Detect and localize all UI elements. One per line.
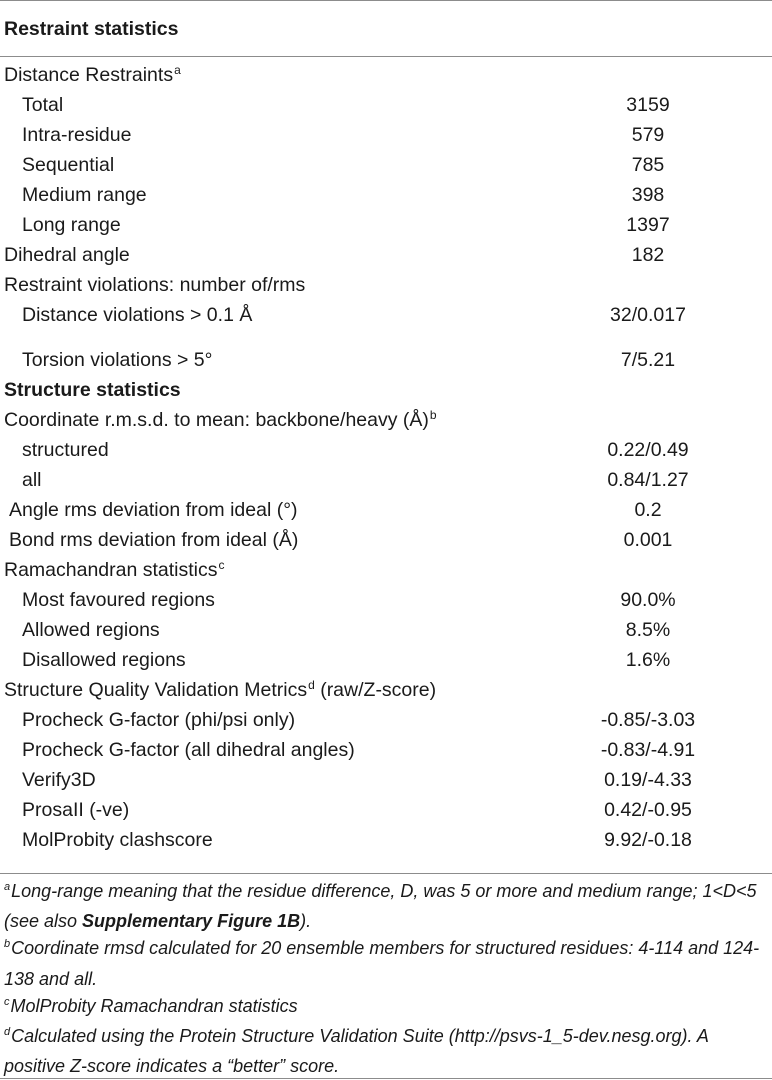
row-value: 579 bbox=[631, 124, 665, 146]
row-label: Structure Quality Validation Metrics$^d$ (raw/Z-score) bbox=[4, 678, 437, 701]
row-label: Angle rms deviation from ideal (°) bbox=[9, 499, 298, 521]
row-label: all bbox=[22, 469, 42, 491]
row-label: structured bbox=[22, 439, 109, 461]
table-row bbox=[0, 178, 772, 208]
row-label: Distance Restraints$^a$ bbox=[4, 63, 181, 86]
table-header-title: Restraint statistics bbox=[4, 18, 179, 40]
footnote: $^b$Coordinate rmsd calculated for 20 ensemble members for structured residues: 4-114 and 124-138 and all. bbox=[4, 938, 760, 989]
row-label: Bond rms deviation from ideal (Å) bbox=[9, 529, 299, 551]
row-value: -0.83/-4.91 bbox=[600, 739, 696, 761]
row-value: 0.22/0.49 bbox=[607, 439, 689, 461]
table-row bbox=[0, 433, 772, 463]
footnote: $^a$Long-range meaning that the residue difference, D, was 5 or more and medium range; 1<D<5 (see also Supplementary Figure 1B). bbox=[4, 881, 757, 932]
row-label: Total bbox=[22, 94, 64, 116]
footnote-marker: d bbox=[308, 678, 315, 692]
row-label: Medium range bbox=[22, 184, 147, 206]
table-row bbox=[0, 58, 772, 88]
table-footnotes bbox=[0, 878, 772, 1080]
table-header bbox=[0, 0, 772, 57]
row-label: Allowed regions bbox=[22, 619, 160, 641]
table-row bbox=[0, 733, 772, 763]
row-value: 398 bbox=[631, 184, 665, 206]
row-value: 0.42/-0.95 bbox=[604, 799, 692, 821]
row-label: Disallowed regions bbox=[22, 649, 186, 671]
row-label: Procheck G-factor (all dihedral angles) bbox=[22, 739, 355, 761]
row-label: Torsion violations > 5° bbox=[22, 349, 213, 371]
table-row bbox=[0, 523, 772, 553]
table-row bbox=[0, 298, 772, 343]
footnote-marker: b bbox=[429, 408, 437, 422]
row-value: 0.001 bbox=[623, 529, 673, 551]
table-row bbox=[0, 88, 772, 118]
table-row bbox=[0, 208, 772, 238]
footnote-marker: c bbox=[218, 558, 225, 572]
row-value: 785 bbox=[631, 154, 665, 176]
row-label: Procheck G-factor (phi/psi only) bbox=[22, 709, 296, 731]
row-label: Verify3D bbox=[22, 769, 96, 791]
row-label: Long range bbox=[22, 214, 121, 236]
row-label: Restraint violations: number of/rms bbox=[4, 274, 306, 296]
row-value: 32/0.017 bbox=[610, 304, 686, 326]
table-row bbox=[0, 238, 772, 268]
table-body bbox=[0, 58, 772, 853]
row-label: Coordinate r.m.s.d. to mean: backbone/heavy (Å)$^b$ bbox=[4, 408, 437, 431]
footnote-marker: a bbox=[174, 63, 181, 77]
footnote: $^d$Calculated using the Protein Structure Validation Suite (http://psvs-1_5-dev.nesg.org). A positive Z-score indicates a “better” score. bbox=[4, 1026, 709, 1077]
table-row bbox=[0, 148, 772, 178]
table-row bbox=[0, 823, 772, 853]
table-row bbox=[0, 583, 772, 613]
row-label: Ramachandran statistics$^c$ bbox=[4, 558, 225, 581]
table-row bbox=[0, 553, 772, 583]
row-label: Structure statistics bbox=[4, 379, 181, 401]
row-value: 9.92/-0.18 bbox=[604, 829, 692, 851]
table-row bbox=[0, 793, 772, 823]
row-value: 90.0% bbox=[620, 589, 676, 611]
table-row bbox=[0, 763, 772, 793]
table-row bbox=[0, 268, 772, 298]
table-row bbox=[0, 703, 772, 733]
table-row bbox=[0, 463, 772, 493]
row-value: 7/5.21 bbox=[620, 349, 676, 371]
row-value: 0.84/1.27 bbox=[607, 469, 689, 491]
row-value: 1.6% bbox=[625, 649, 671, 671]
table-row bbox=[0, 343, 772, 373]
row-value: 8.5% bbox=[625, 619, 671, 641]
row-value: 182 bbox=[631, 244, 665, 266]
row-value: 0.19/-4.33 bbox=[604, 769, 692, 791]
table-row bbox=[0, 373, 772, 403]
row-label: Intra-residue bbox=[22, 124, 132, 146]
row-value: 0.2 bbox=[634, 499, 662, 521]
row-label: Distance violations > 0.1 Å bbox=[22, 304, 253, 326]
table-row bbox=[0, 643, 772, 673]
row-value: 3159 bbox=[626, 94, 670, 116]
row-value: 1397 bbox=[626, 214, 670, 236]
table-row bbox=[0, 493, 772, 523]
row-label: Sequential bbox=[22, 154, 115, 176]
table-row bbox=[0, 403, 772, 433]
table-row bbox=[0, 613, 772, 643]
figure-reference-link[interactable]: Supplementary Figure 1B bbox=[82, 911, 301, 932]
table-notes-rule bbox=[0, 873, 772, 874]
row-label: Most favoured regions bbox=[22, 589, 215, 611]
table-row bbox=[0, 118, 772, 148]
row-label: Dihedral angle bbox=[4, 244, 130, 266]
row-label: ProsaII (-ve) bbox=[22, 799, 130, 821]
row-label: MolProbity clashscore bbox=[22, 829, 213, 851]
table-row bbox=[0, 673, 772, 703]
row-value: -0.85/-3.03 bbox=[600, 709, 696, 731]
footnote: $^c$MolProbity Ramachandran statistics bbox=[4, 995, 298, 1016]
